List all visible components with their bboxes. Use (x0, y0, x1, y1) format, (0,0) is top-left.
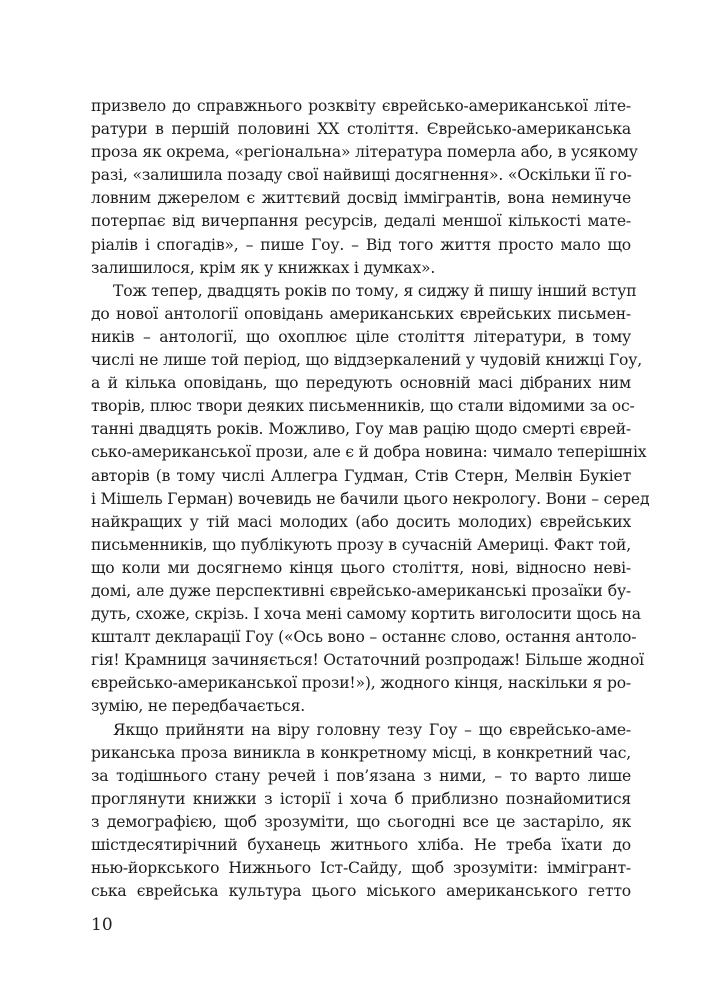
text-line: ріалів і спогадів», – пише Гоу. – Від того життя просто мало що (91, 235, 631, 254)
text-line: проглянути книжки з історії і хоча б приблизно познайомитися (91, 789, 631, 808)
text-line: до нової антології оповідань американських єврейських письмен- (91, 304, 631, 323)
text-line: ловним джерелом є життєвий досвід іммігрантів, вона неминуче (91, 189, 631, 208)
text-line: ників – антології, що охоплює ціле століття літератури, в тому (91, 327, 631, 346)
text-line: нью-йоркського Нижнього Іст-Сайду, щоб зрозуміти: іммігрант- (91, 859, 631, 878)
text-line: гія! Крамниця зачиняється! Остаточний розпродаж! Більше жодної (91, 651, 644, 670)
text-line: залишилося, крім як у книжках і думках». (91, 258, 436, 277)
text-line: Тож тепер, двадцять років по тому, я сиджу й пишу інший вступ (113, 281, 637, 300)
paragraph-1 (91, 95, 638, 280)
text-line: і Мішель Герман) вочевидь не бачили цього некрологу. Вони – серед (91, 489, 650, 508)
text-line: шістдесятирічний буханець житнього хліба. Не треба їхати до (91, 836, 631, 854)
text-line: домі, але дуже перспективні єврейсько-американські прозаїки бу- (91, 581, 631, 600)
text-line: а й кілька оповідань, що передують основній масі дібраних ним (91, 374, 631, 393)
paragraph-2 (91, 280, 650, 719)
text-line: потерпає від вичерпання ресурсів, дедалі меншої кількості мате- (91, 212, 631, 231)
text-line: Якщо прийняти на віру головну тезу Гоу – що єврейсько-аме- (113, 720, 631, 739)
text-line: авторів (в тому числі Аллегра Гудман, Стів Стерн, Мелвін Букіет (91, 466, 631, 485)
text-line: ратури в першій половині XX століття. Єврейсько-американська (91, 120, 631, 139)
text-line: творів, плюс твори деяких письменників, що стали відомими за ос- (91, 397, 635, 416)
text-line: дуть, схоже, скрізь. І хоча мені самому кортить виголосити щось на (91, 605, 641, 624)
text-line: кшталт декларації Гоу («Ось воно – останнє слово, остання антоло- (91, 628, 637, 647)
text-line: ська єврейська культура цього міського американського гетто (91, 882, 631, 901)
text-line: риканська проза виникла в конкретному місці, в конкретний час, (91, 743, 631, 762)
body-text (91, 95, 650, 903)
text-line: разі, «залишила позаду свої найвищі досягнення». «Оскільки її го- (91, 166, 632, 185)
text-line: танні двадцять років. Можливо, Гоу мав рацію щодо смерті єврей- (91, 420, 631, 439)
text-line: письменників, що публікують прозу в сучасній Америці. Факт той, (91, 535, 631, 554)
text-line: числі не лише той період, що віддзеркалений у чудовій книжці Гоу, (91, 351, 642, 370)
text-line: найкращих у тій масі молодих (або досить молодих) єврейських (91, 512, 631, 531)
text-line: з демографією, щоб зрозуміти, що сьогодні все це застаріло, як (91, 812, 631, 831)
text-line: що коли ми досягнемо кінця цього століття, нові, відносно неві- (91, 558, 631, 577)
text-line: сько-американської прози, але є й добра новина: чимало теперішніх (91, 443, 647, 462)
page-number: 10 (91, 915, 113, 935)
text-line: призвело до справжнього розквіту єврейсько-американської літе- (91, 97, 631, 115)
text-line: зумію, не передбачається. (91, 697, 305, 716)
paragraph-3 (91, 719, 631, 904)
text-line: проза як окрема, «регіональна» література померла або, в усякому (91, 143, 638, 162)
text-line: єврейсько-американської прози!»), жодного кінця, наскільки я ро- (91, 674, 631, 693)
text-line: за тодішнього стану речей і пов’язана з ними, – то варто лише (91, 766, 631, 785)
